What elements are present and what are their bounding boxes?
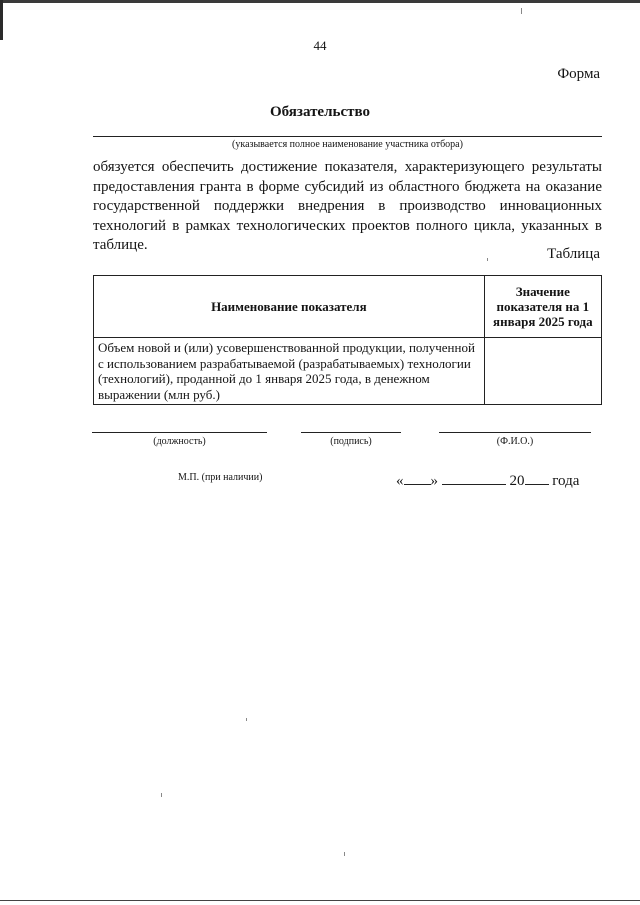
indicators-table	[93, 275, 602, 405]
header-indicator-value: Значение показателя на 1 января 2025 года	[484, 276, 601, 338]
date-close-quote: »	[430, 473, 438, 489]
indicator-name-cell: Объем новой и (или) усовершенствованной продукции, полученной с использованием разрабатываемой (разрабатываемых) технологии (технологий), проданной до 1 января 2025 года, в денежном выражении (млн руб.)	[94, 338, 485, 405]
position-line	[92, 432, 267, 433]
date-line	[396, 470, 579, 490]
scan-bottom-edge	[0, 900, 640, 901]
table-header-row	[94, 276, 602, 338]
day-blank	[404, 470, 431, 485]
scan-top-edge	[0, 0, 640, 3]
signature-caption: (подпись)	[330, 436, 372, 447]
participant-name-caption: (указывается полное наименование участника отбора)	[232, 139, 463, 150]
table-row	[94, 338, 602, 405]
date-open-quote: «	[396, 473, 404, 489]
table-label: Таблица	[547, 246, 600, 262]
scan-speck	[487, 258, 488, 261]
year-suffix: года	[552, 473, 580, 489]
document-title: Обязательство	[270, 104, 370, 120]
scan-speck	[161, 793, 162, 797]
form-label: Форма	[557, 66, 600, 82]
participant-name-line	[93, 136, 602, 137]
scan-speck	[246, 718, 247, 721]
position-caption: (должность)	[153, 436, 206, 447]
stamp-note: М.П. (при наличии)	[178, 472, 263, 483]
year-prefix: 20	[509, 473, 525, 489]
full-name-line	[439, 432, 591, 433]
header-indicator-name: Наименование показателя	[94, 276, 485, 338]
year-blank	[525, 470, 549, 485]
page-number: 44	[313, 38, 327, 53]
scan-left-edge	[0, 0, 3, 40]
scan-speck	[344, 852, 345, 856]
full-name-caption: (Ф.И.О.)	[496, 436, 534, 447]
scan-speck	[521, 8, 522, 14]
indicator-value-cell	[484, 338, 601, 405]
obligation-text: обязуется обеспечить достижение показателя, характеризующего результаты предоставления гранта в форме субсидий из областного бюджета на оказание государственной поддержки внедрения в производство инновационных технологий в рамках технологических проектов полного цикла, указанных в таблице.	[93, 159, 602, 253]
month-blank	[442, 470, 506, 485]
signature-line	[301, 432, 401, 433]
